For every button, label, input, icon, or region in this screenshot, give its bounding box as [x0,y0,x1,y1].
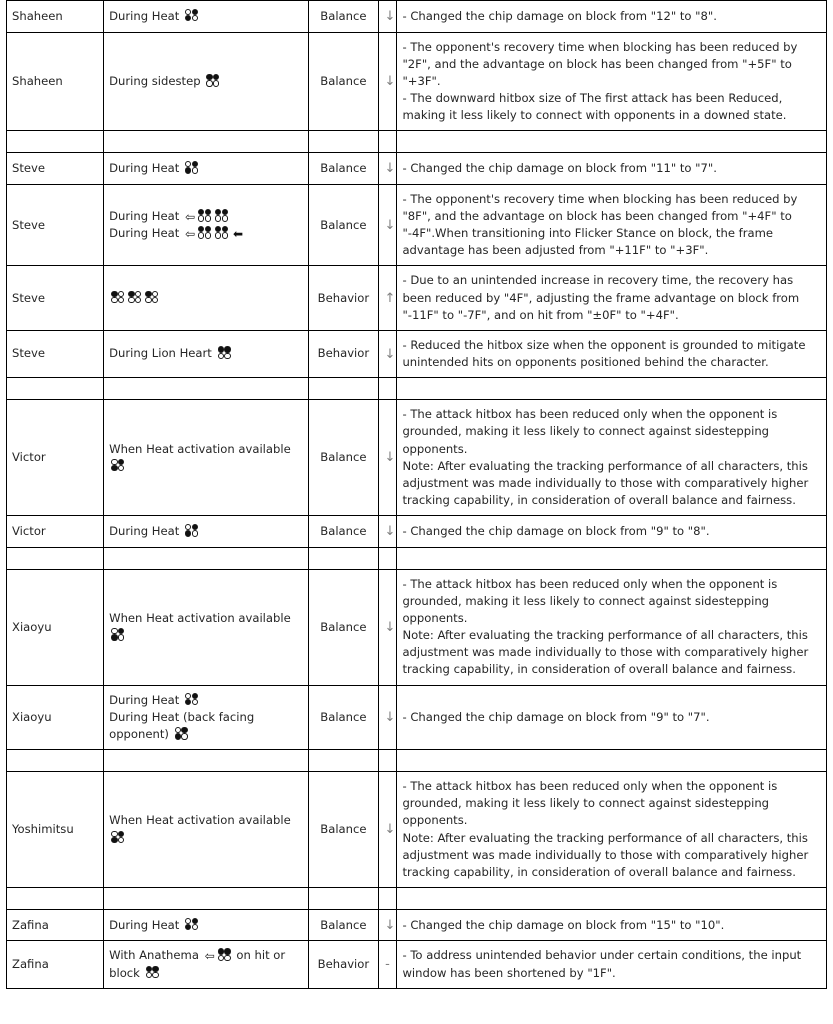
move-notation-line: When Heat activation available [109,610,302,644]
details-line: - Due to an unintended increase in recovery time, the recovery has been reduced by "4F", adjusting the frame advantage on block from "-11F" to "-7F", and on hit from "±0F" to "+4F". [402,273,800,322]
cell-character: Steve [7,266,104,330]
details-line: - To address unintended behavior under certain conditions, the input window has been shortened by "1F". [402,948,802,980]
cell-move-notation [104,941,309,988]
table-row [7,909,827,941]
cell-change-type: Balance [309,400,379,516]
cell-character: Steve [7,330,104,377]
table-row [7,772,827,888]
cell-change-direction [379,1,397,33]
cell-character: Zafina [7,941,104,988]
cell-change-type: Behavior [309,266,379,330]
move-notation-line: During Heat [109,160,302,177]
details-line: Note: After evaluating the tracking performance of all characters, this adjustment was made individually to those with comparatively higher tracking capability, in consideration of overall balance and fairness. [402,830,809,879]
move-notation-line: During Heat [109,917,302,934]
direction-down-icon: ↓ [384,161,396,177]
button-notation-icon [185,524,200,537]
direction-down-icon: ↓ [384,9,396,24]
button-notation-icon [215,209,230,222]
details-line: - The opponent's recovery time when blocking has been reduced by "8F", and the advantage on block has been changed from "+4F" to "-4F".When transitioning into Flicker Stance on block, the frame advantage has been adjusted from "+11F" to "+3F". [402,191,798,258]
cell-change-direction [379,941,397,988]
arrow-back-hollow-icon: ⇦ [204,949,215,964]
table-row [7,685,827,749]
button-notation-icon [218,948,233,961]
cell-change-direction [379,569,397,685]
cell-details [397,32,827,131]
table-row [7,1,827,33]
cell-character: Zafina [7,909,104,941]
details-line: - Changed the chip damage on block from "9" to "8". [402,523,710,538]
details-line: - The opponent's recovery time when blocking has been reduced by "2F", and the advantage on block has been changed from "+5F" to "+3F". [402,39,798,88]
table-row [7,400,827,516]
button-notation-icon [111,628,126,641]
table-section-separator [7,131,827,153]
cell-details [397,400,827,516]
direction-down-icon: ↓ [384,346,396,362]
button-notation-icon [185,161,200,174]
button-notation-icon [111,291,126,304]
details-line: - Changed the chip damage on block from "9" to "7". [402,709,710,724]
direction-down-icon: ↓ [384,450,396,466]
table-row [7,266,827,330]
direction-down-icon: ↓ [384,822,396,838]
cell-change-direction [379,330,397,377]
button-notation-icon [218,346,233,359]
details-line: - The downward hitbox size of The first attack has been Reduced, making it less likely to connect with opponents in a downed state. [402,90,787,123]
cell-move-notation [104,266,309,330]
direction-down-icon: ↓ [384,619,396,635]
cell-change-type: Balance [309,516,379,548]
cell-change-direction [379,184,397,266]
button-notation-icon [185,9,200,22]
cell-move-notation [104,330,309,377]
table-row [7,516,827,548]
arrow-back-hollow-icon: ⇦ [184,209,196,224]
button-notation-icon [185,693,200,706]
move-notation-line: With Anathema ⇦ on hit or block [109,948,286,980]
button-notation-icon [146,966,161,979]
cell-move-notation [104,400,309,516]
details-line: Note: After evaluating the tracking performance of all characters, this adjustment was made individually to those with comparatively higher tracking capability, in consideration of overall balance and fairness. [402,628,809,677]
cell-change-direction [379,685,397,749]
details-line: - The attack hitbox has been reduced only when the opponent is grounded, making it less likely to connect against sidestepping opponents. [402,576,778,625]
button-notation-icon [175,727,190,740]
cell-change-type: Balance [309,184,379,266]
cell-details [397,909,827,941]
cell-details [397,153,827,185]
cell-change-direction [379,32,397,131]
cell-details [397,685,827,749]
table-section-separator [7,547,827,569]
cell-move-notation [104,685,309,749]
cell-character: Shaheen [7,32,104,131]
button-notation-icon [145,291,160,304]
details-line: Note: After evaluating the tracking performance of all characters, this adjustment was made individually to those with comparatively higher tracking capability, in consideration of overall balance and fairness. [402,458,809,507]
move-notation-line: During Heat ⇦ ⬅ [109,226,244,242]
cell-move-notation [104,32,309,131]
arrow-back-solid-icon: ⬅ [233,227,244,242]
cell-move-notation [104,569,309,685]
cell-move-notation [104,772,309,888]
direction-down-icon: ↓ [384,74,396,90]
cell-details [397,772,827,888]
move-notation-line: During sidestep [109,73,302,90]
cell-change-type: Balance [309,685,379,749]
cell-character: Victor [7,516,104,548]
cell-change-direction [379,400,397,516]
move-notation-line: When Heat activation available [109,812,302,846]
move-notation-line: During Heat [109,8,302,25]
details-line: - Changed the chip damage on block from "15" to "10". [402,917,725,932]
table-row [7,330,827,377]
cell-change-type: Balance [309,569,379,685]
cell-move-notation [104,184,309,266]
table-row [7,941,827,988]
cell-details [397,266,827,330]
direction-down-icon: ↓ [384,217,396,233]
button-notation-icon [185,918,200,931]
cell-details [397,941,827,988]
cell-change-direction [379,772,397,888]
move-notation-line: During Heat ⇦ [109,208,302,225]
direction-none-icon: - [385,957,390,973]
cell-change-type: Balance [309,772,379,888]
cell-details [397,330,827,377]
button-notation-icon [206,74,221,87]
arrow-back-hollow-icon: ⇦ [184,227,196,242]
table-section-separator [7,378,827,400]
direction-down-icon: ↓ [384,524,396,540]
cell-change-direction [379,153,397,185]
move-notation-line: During Heat [109,692,302,709]
cell-change-type: Balance [309,909,379,941]
button-notation-icon [128,291,143,304]
button-notation-icon [215,226,230,239]
cell-change-type: Balance [309,1,379,33]
cell-character: Yoshimitsu [7,772,104,888]
table-row [7,569,827,685]
move-notation-line: When Heat activation available [109,441,302,475]
cell-character: Victor [7,400,104,516]
cell-character: Xiaoyu [7,685,104,749]
cell-change-direction [379,266,397,330]
cell-character: Shaheen [7,1,104,33]
button-notation-icon [111,459,126,472]
cell-move-notation [104,516,309,548]
direction-down-icon: ↓ [384,710,396,726]
cell-change-type: Behavior [309,941,379,988]
direction-down-icon: ↓ [384,917,396,933]
table-section-separator [7,750,827,772]
cell-character: Steve [7,153,104,185]
cell-move-notation [104,909,309,941]
move-notation-line: During Lion Heart [109,345,302,362]
cell-details [397,1,827,33]
details-line: - Changed the chip damage on block from "11" to "7". [402,160,717,175]
move-notation-line: During Heat (back facing opponent) [109,709,255,741]
details-line: - The attack hitbox has been reduced only when the opponent is grounded, making it less likely to connect against sidestepping opponents. [402,407,778,456]
button-notation-icon [198,226,213,239]
table-row [7,153,827,185]
cell-details [397,184,827,266]
table-row [7,32,827,131]
cell-change-type: Behavior [309,330,379,377]
patch-notes-table [6,0,827,989]
cell-change-direction [379,909,397,941]
details-line: - The attack hitbox has been reduced only when the opponent is grounded, making it less likely to connect against sidestepping opponents. [402,779,778,828]
cell-move-notation [104,153,309,185]
cell-character: Steve [7,184,104,266]
details-line: - Reduced the hitbox size when the opponent is grounded to mitigate unintended hits on opponents positioned behind the character. [402,337,806,370]
cell-character: Xiaoyu [7,569,104,685]
table-section-separator [7,887,827,909]
cell-change-type: Balance [309,153,379,185]
table-row [7,184,827,266]
direction-up-icon: ↑ [384,290,396,306]
cell-details [397,569,827,685]
button-notation-icon [198,209,213,222]
cell-change-type: Balance [309,32,379,131]
move-notation-line [109,290,302,307]
cell-change-direction [379,516,397,548]
button-notation-icon [111,831,126,844]
patch-notes-body [7,1,827,989]
cell-details [397,516,827,548]
details-line: - Changed the chip damage on block from "12" to "8". [402,8,717,23]
move-notation-line: During Heat [109,523,302,540]
cell-move-notation [104,1,309,33]
